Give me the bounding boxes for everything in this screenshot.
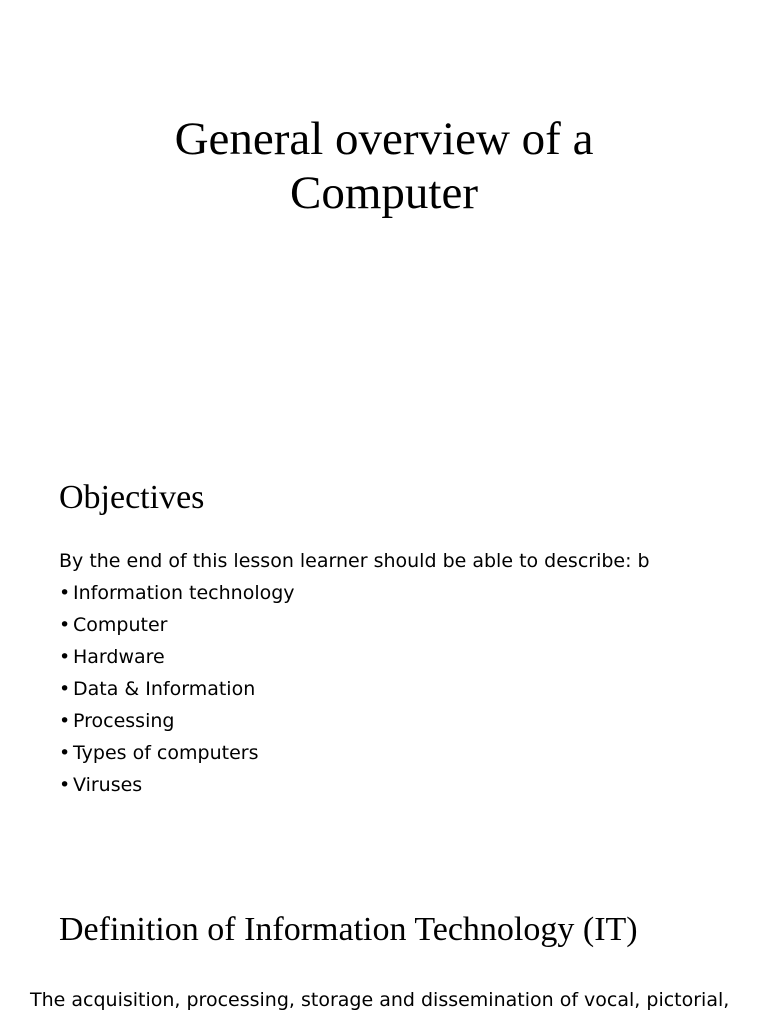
list-item-text: Data & Information xyxy=(73,678,256,700)
list-item-text: Hardware xyxy=(73,646,165,668)
list-item xyxy=(59,645,295,677)
list-item xyxy=(59,773,295,805)
bullet-icon: • xyxy=(59,710,71,732)
objectives-list xyxy=(59,581,295,805)
bullet-icon: • xyxy=(59,742,71,764)
page-title xyxy=(0,112,768,220)
definition-body: The acquisition, processing, storage and dissemination of vocal, pictorial, xyxy=(30,989,730,1011)
bullet-icon: • xyxy=(59,582,71,604)
list-item xyxy=(59,581,295,613)
list-item-text: Viruses xyxy=(73,774,143,796)
list-item xyxy=(59,709,295,741)
list-item-text: Types of computers xyxy=(73,742,259,764)
bullet-icon: • xyxy=(59,646,71,668)
slide-objectives xyxy=(0,432,768,864)
list-item xyxy=(59,677,295,709)
list-item xyxy=(59,613,295,645)
objectives-heading: Objectives xyxy=(59,479,205,516)
list-item-text: Processing xyxy=(73,710,175,732)
slide-definition xyxy=(0,864,768,1024)
list-item-text: Computer xyxy=(73,614,168,636)
title-line-2: Computer xyxy=(290,167,478,219)
list-item-text: Information technology xyxy=(73,582,295,604)
bullet-icon: • xyxy=(59,678,71,700)
list-item xyxy=(59,741,295,773)
bullet-icon: • xyxy=(59,774,71,796)
slide-title xyxy=(0,0,768,432)
title-line-1: General overview of a xyxy=(174,113,594,165)
objectives-intro: By the end of this lesson learner should be able to describe: b xyxy=(59,550,650,572)
definition-heading: Definition of Information Technology (IT) xyxy=(59,911,638,948)
bullet-icon: • xyxy=(59,614,71,636)
